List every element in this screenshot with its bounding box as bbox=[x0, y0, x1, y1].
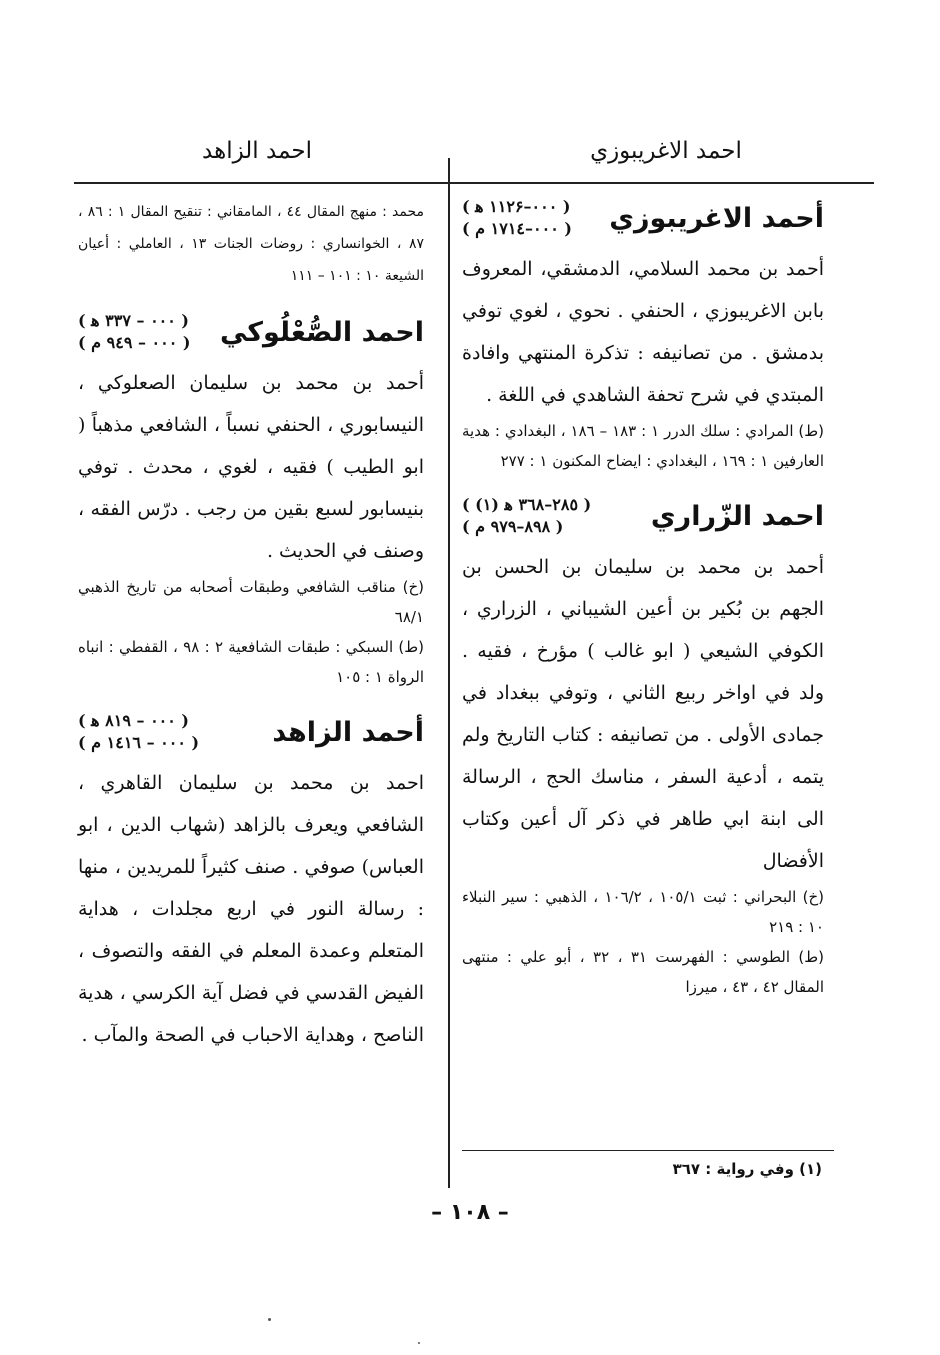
entry-references: (ط) المرادي : سلك الدرر ۱ : ۱۸۳ – ۱۸٦ ، البغدادي : هدية العارفين ۱ : ۱٦۹ ، البغدادي : ايضاح المكنون ۱ : ۲۷۷ bbox=[462, 422, 824, 470]
entry-dates bbox=[462, 494, 591, 538]
footnote-rule bbox=[462, 1150, 834, 1151]
hijri-dates: ( ۰۰۰–۱۱۲۶ ﻫ ) bbox=[462, 197, 571, 216]
entry-name: أحمد الزاهد bbox=[272, 716, 424, 748]
entry-heading bbox=[78, 310, 424, 354]
entry-body: أحمد بن محمد السلامي، الدمشقي، المعروف بابن الاغريبوزي ، الحنفي . نحوي ، لغوي توفي بدمشق . من تصانيفه : تذكرة المنتهي وافادة المبتدي في شرح تحفة الشاهدي في اللغة . bbox=[462, 258, 824, 406]
hijri-dates: ( ۰۰۰ – ۳۳۷ ﻫ ) bbox=[78, 311, 189, 330]
gregorian-dates: ( ۰۰۰ – ۹٤۹ م ) bbox=[78, 333, 191, 352]
hijri-dates: ( ۰۰۰ – ۸۱۹ ﻫ ) bbox=[78, 711, 189, 730]
entry-references: (خ) مناقب الشافعي وطبقات أصحابه من تاريخ الذهبي ٦٨/١ bbox=[78, 578, 424, 626]
entry-body: احمد بن محمد بن سليمان القاهري ، الشافعي ويعرف بالزاهد (شهاب الدين ، ابو العباس) صوفي . صنف كثيراً للمريدين ، منها : رسالة النور في اربع مجلدات ، هداية المتعلم وعمدة المعلم في الفقه والتصوف ، الفيض القدسي في فضل آية الكرسي ، هدية الناصح ، وهداية الاحباب في الصحة والمآب . bbox=[78, 772, 424, 1046]
entry-heading bbox=[462, 494, 824, 538]
right-column bbox=[462, 196, 824, 1002]
gregorian-dates: ( ۰۰۰ – ۱٤۱٦ م ) bbox=[78, 733, 200, 752]
entry-references: (خ) البحراني : ثبت ١٠٥/١ ، ١٠٦/٢ ، الذهبي : سير النبلاء ١٠ : ٢١٩ bbox=[462, 888, 824, 936]
column-divider bbox=[448, 158, 450, 1188]
continued-references: محمد : منهج المقال ٤٤ ، المامقاني : تنقيح المقال ١ : ٨٦ ، ٨٧ ، الخوانساري : روضات الجنات ١٣ ، العاملي : أعيان الشيعة ١٠ : ١٠١ – ١١١ bbox=[78, 204, 425, 284]
entry-body: أحمد بن محمد بن سليمان بن الحسن بن الجهم بن بُكير بن أعين الشيباني ، الزراري ، الكوفي الشيعي ( ابو غالب ) مؤرخ ، فقيه . ولد في اواخر ربيع الثاني ، وتوفي ببغداد في جمادى الأولى . من تصانيفه : كتاب التاريخ ولم يتمه ، أدعية السفر ، مناسك الحج ، الرسالة الى ابنة ابي طاهر في ذكر آل أعين وكتاب الأفضال bbox=[462, 556, 824, 872]
entry-dates bbox=[462, 196, 572, 240]
entry-name: أحمد الاغريبوزي bbox=[609, 202, 824, 234]
left-column bbox=[78, 196, 424, 1056]
gregorian-dates: ( ۰۰۰–۱۷۱٤ م ) bbox=[462, 219, 572, 238]
entry-body: أحمد بن محمد بن سليمان الصعلوكي ، النيسابوري ، الحنفي نسباً ، الشافعي مذهباً ( ابو الطيب ) فقيه ، لغوي ، محدث . توفي بنيسابور لسبع بقين من رجب . درّس الفقه ، وصنف في الحديث . bbox=[78, 372, 424, 562]
header-rule bbox=[74, 182, 874, 184]
entry-references: (ط) الطوسي : الفهرست ٣١ ، ٣٢ ، أبو علي : منتهى المقال ٤٢ ، ٤٣ ، ميرزا bbox=[462, 948, 824, 996]
entry-dates bbox=[78, 310, 190, 354]
entry-dates bbox=[78, 710, 199, 754]
entry-name: احمد الزّراري bbox=[650, 500, 824, 532]
entry-name: احمد الصُّعْلُوكي bbox=[219, 316, 424, 348]
footnote: (١) وفي رواية : ٣٦٧ bbox=[672, 1160, 822, 1178]
running-header-left: احمد الزاهد bbox=[202, 138, 312, 164]
gregorian-dates: ( ۸۹۸–۹۷۹ م ) bbox=[462, 517, 564, 536]
running-header-right: احمد الاغريبوزي bbox=[590, 138, 742, 164]
scan-speck bbox=[418, 1342, 420, 1344]
scan-speck bbox=[268, 1318, 271, 1321]
entry-heading bbox=[462, 196, 824, 240]
hijri-dates: ( ۲۸٥–۳٦۸ ﻫ (۱) ) bbox=[462, 495, 592, 514]
entry-references: (ط) السبكي : طبقات الشافعية ٢ : ٩٨ ، القفطي : انباه الرواة ١ : ١٠٥ bbox=[78, 638, 424, 686]
entry-heading bbox=[78, 710, 424, 754]
page-number: – ١٠٨ – bbox=[431, 1200, 509, 1225]
